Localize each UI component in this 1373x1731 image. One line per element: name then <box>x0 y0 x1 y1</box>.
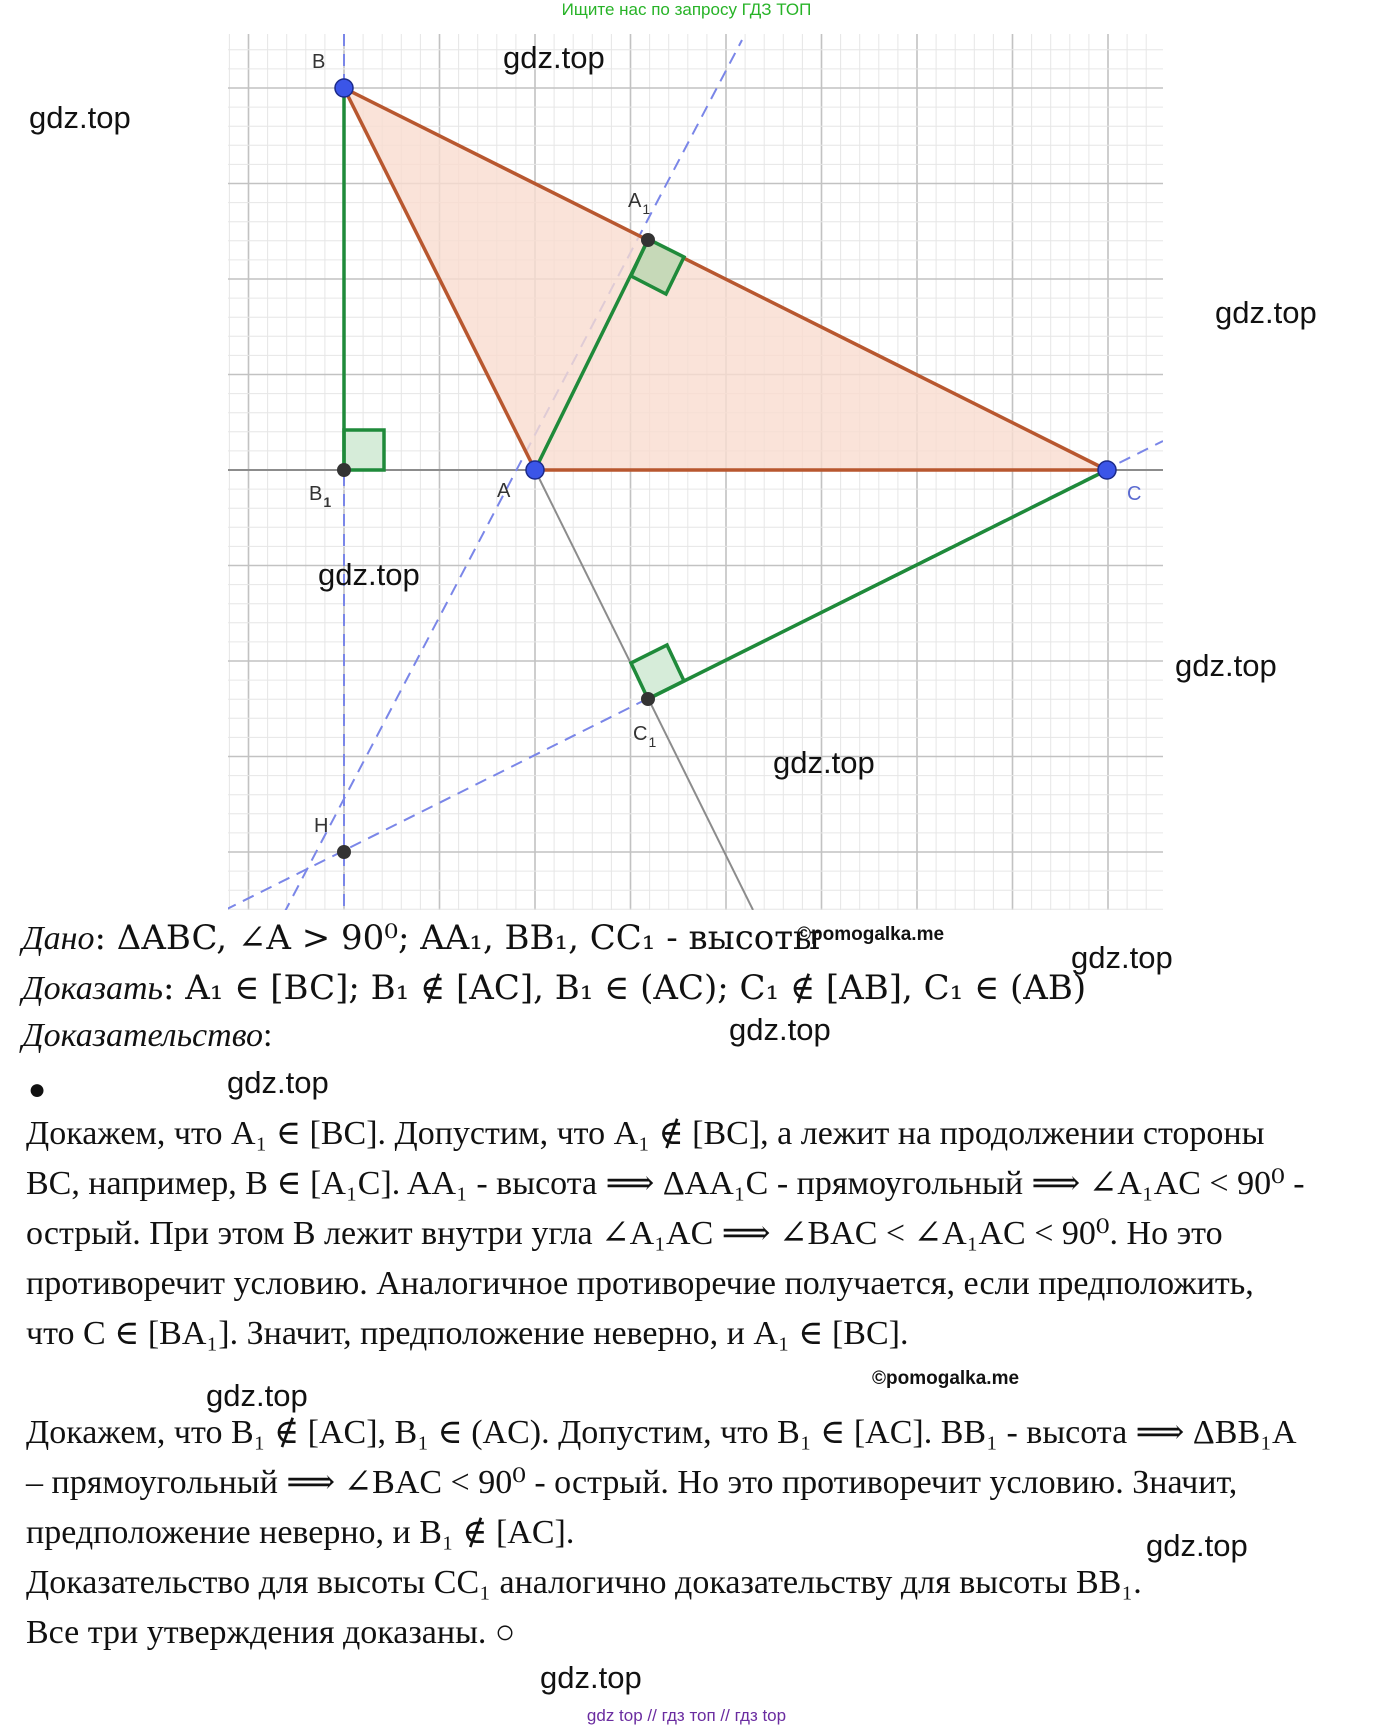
right-angle-b1 <box>344 430 384 470</box>
watermark: gdz.top <box>540 1660 642 1695</box>
p2-line: Все три утверждения доказаны. ○ <box>26 1614 516 1651</box>
watermark: gdz.top <box>1175 648 1277 683</box>
label-a1: $A_1$ <box>628 190 651 217</box>
given-body: : ΔABC, ∠A > 90⁰; AA₁, BB₁, CC₁ - высоты <box>94 918 821 958</box>
watermark: gdz.top <box>729 1012 831 1047</box>
prove-line <box>22 968 1086 1009</box>
p2-line: предположение неверно, и B₁ ∉ [AC]. <box>26 1514 575 1551</box>
point-a1[interactable] <box>641 233 655 247</box>
label-c: C <box>1127 483 1142 505</box>
watermark: gdz.top <box>206 1378 308 1413</box>
point-c1[interactable] <box>641 692 655 706</box>
watermark: gdz.top <box>503 40 605 75</box>
copyright: ©pomogalka.me <box>872 1368 1020 1389</box>
label-a: A <box>497 480 511 502</box>
point-h[interactable] <box>337 845 351 859</box>
label-b: B <box>312 51 326 73</box>
label-h: H <box>314 815 329 837</box>
watermark: gdz.top <box>773 745 875 780</box>
copyright: ©pomogalka.me <box>797 924 945 945</box>
proof-colon: : <box>263 1017 273 1054</box>
given-line <box>22 918 820 959</box>
p1-line: Докажем, что A₁ ∈ [BC]. Допустим, что A₁ ∉ [BC], а лежит на продолжении стороны <box>26 1115 1265 1152</box>
watermark: gdz.top <box>1215 295 1317 330</box>
given-label: Дано <box>22 920 95 957</box>
watermark: gdz.top <box>1071 940 1173 975</box>
bullet: ● <box>28 1073 47 1106</box>
point-a[interactable] <box>526 461 544 479</box>
p2-line: Доказательство для высоты CC₁ аналогично доказательству для высоты BB₁. <box>26 1564 1142 1601</box>
p1-line: BC, например, B ∈ [A₁C]. AA₁ - высота ⟹ ΔAA₁C - прямоугольный ⟹ ∠A₁AC < 90⁰ - <box>26 1165 1305 1202</box>
p1-line: противоречит условию. Аналогичное противоречие получается, если предположить, <box>26 1265 1254 1302</box>
p2-line: – прямоугольный ⟹ ∠BAC < 90⁰ - острый. Но это противоречит условию. Значит, <box>26 1464 1238 1501</box>
proof-line <box>22 1016 272 1056</box>
prove-label: Доказать <box>22 970 163 1007</box>
point-c[interactable] <box>1098 461 1116 479</box>
grid <box>228 34 1163 910</box>
dashed-lines <box>225 34 1163 915</box>
watermark: gdz.top <box>318 557 420 592</box>
label-b1: $B_1$ <box>309 483 332 510</box>
point-b1[interactable] <box>337 463 351 477</box>
right-angle-c1 <box>631 645 684 699</box>
p1-line: острый. При этом B лежит внутри угла ∠A₁AC ⟹ ∠BAC < ∠A₁AC < 90⁰. Но это <box>26 1215 1223 1252</box>
watermark: gdz.top <box>1146 1528 1248 1563</box>
label-c1: $C_1$ <box>633 723 657 750</box>
p1-line: что C ∈ [BA₁]. Значит, предположение неверно, и A₁ ∈ [BC]. <box>26 1315 909 1352</box>
bottom-banner[interactable]: gdz top // гдз топ // гдз top <box>586 1706 787 1725</box>
prove-body: : A₁ ∈ [BC]; B₁ ∉ [AC], B₁ ∈ (AC); C₁ ∉ [AB], C₁ ∈ (AB) <box>162 968 1087 1008</box>
p2-line: Докажем, что B₁ ∉ [AC], B₁ ∈ (AC). Допустим, что B₁ ∈ [AC]. BB₁ - высота ⟹ ΔBB₁A <box>26 1414 1297 1451</box>
watermark: gdz.top <box>227 1065 329 1100</box>
point-b[interactable] <box>335 79 353 97</box>
watermark: gdz.top <box>29 100 131 135</box>
proof-label: Доказательство <box>22 1017 264 1054</box>
top-banner[interactable]: Ищите нас по запросу ГДЗ ТОП <box>561 0 812 19</box>
